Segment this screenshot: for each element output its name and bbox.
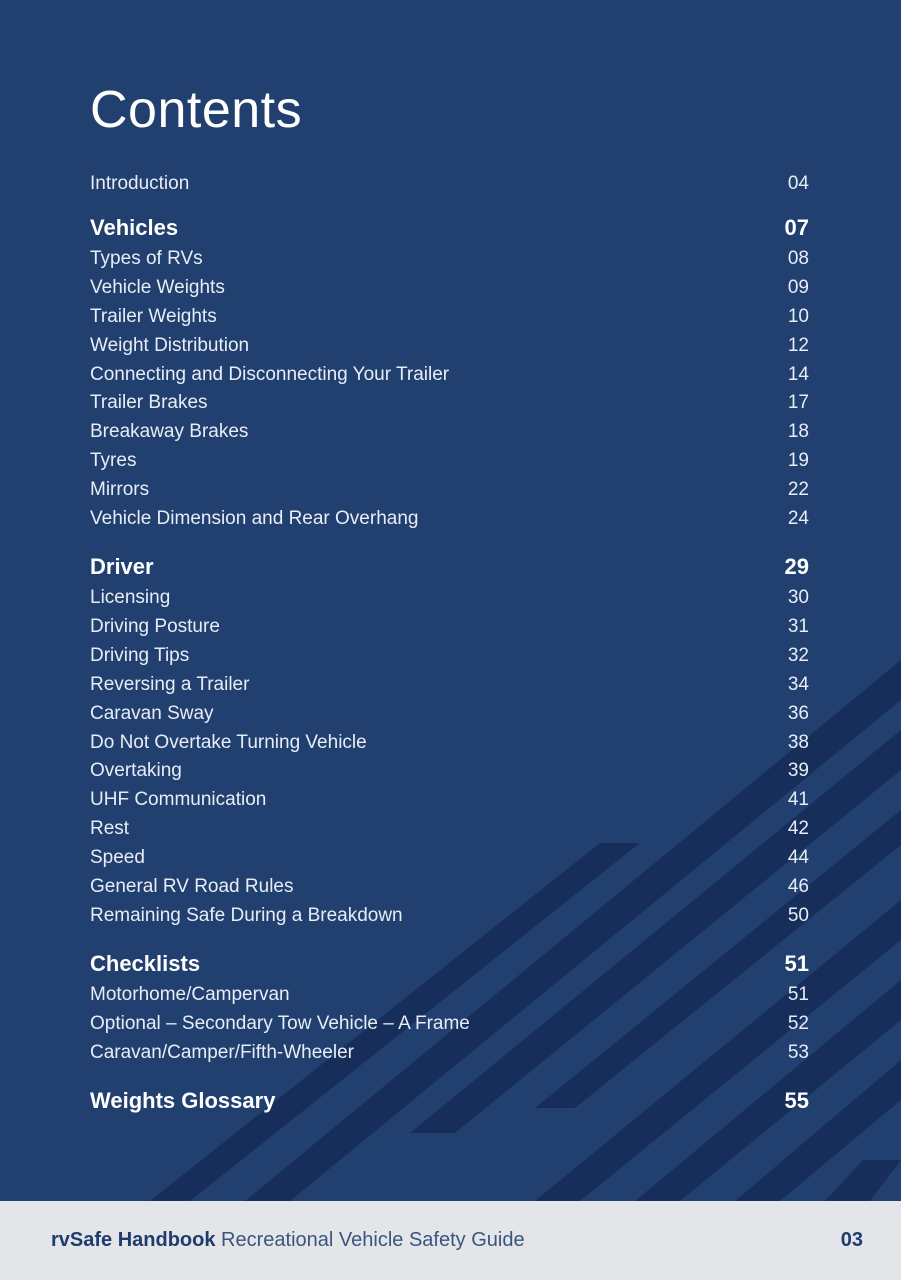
toc-entry[interactable] xyxy=(90,332,809,361)
toc-entry-label: Motorhome/Campervan xyxy=(90,983,290,1005)
toc-entry[interactable] xyxy=(90,844,809,873)
toc-page-number: 46 xyxy=(787,876,809,898)
toc-entry-label: Caravan/Camper/Fifth-Wheeler xyxy=(90,1041,354,1063)
toc-entry-label: General RV Road Rules xyxy=(90,876,294,898)
toc-entry-label: Overtaking xyxy=(90,760,182,782)
page-title: Contents xyxy=(90,81,303,139)
stripe xyxy=(825,1160,901,1201)
toc-entry-label: Driving Tips xyxy=(90,644,190,666)
toc-page-number: 39 xyxy=(787,760,809,782)
toc-entry-label: UHF Communication xyxy=(90,789,267,811)
toc-entry-label: Introduction xyxy=(90,173,190,194)
toc-entry[interactable] xyxy=(90,1010,809,1039)
toc-page-number: 51 xyxy=(787,983,809,1005)
toc-page-number: 41 xyxy=(787,789,809,811)
footer-subtitle: Recreational Vehicle Safety Guide xyxy=(221,1229,525,1251)
footer xyxy=(0,1201,901,1280)
toc-entry-label: Driving Posture xyxy=(90,615,220,637)
toc-page-number: 36 xyxy=(787,702,809,724)
toc-entry-label: Caravan Sway xyxy=(90,702,214,724)
toc-entry-label: Vehicle Dimension and Rear Overhang xyxy=(90,508,419,530)
footer-brand xyxy=(51,1229,525,1252)
toc-entry-label: Trailer Weights xyxy=(90,305,217,327)
toc-entry[interactable] xyxy=(90,245,809,274)
toc-entry[interactable] xyxy=(90,729,809,758)
toc-page-number: 38 xyxy=(787,731,809,753)
toc-page-number: 53 xyxy=(787,1041,809,1063)
table-of-contents xyxy=(90,170,809,1118)
toc-entry[interactable] xyxy=(90,613,809,642)
toc-entry-label: Remaining Safe During a Breakdown xyxy=(90,904,403,926)
toc-entry[interactable] xyxy=(90,274,809,303)
toc-page-number: 24 xyxy=(787,508,809,530)
footer-brand-name: rvSafe Handbook xyxy=(51,1229,216,1251)
toc-entry[interactable] xyxy=(90,1039,809,1068)
toc-page-number: 04 xyxy=(787,173,809,194)
toc-page-number: 07 xyxy=(784,214,809,240)
toc-page-number: 31 xyxy=(787,615,809,637)
toc-page-number: 51 xyxy=(784,950,809,976)
toc-entry[interactable] xyxy=(90,170,809,199)
toc-entry[interactable] xyxy=(90,361,809,390)
toc-page-number: 12 xyxy=(787,334,809,356)
toc-entry[interactable] xyxy=(90,700,809,729)
toc-entry-label: Trailer Brakes xyxy=(90,392,208,414)
toc-section-label: Weights Glossary xyxy=(90,1087,276,1113)
toc-page-number: 55 xyxy=(784,1087,809,1113)
toc-entry[interactable] xyxy=(90,642,809,671)
toc-page-number: 32 xyxy=(787,644,809,666)
toc-entry[interactable] xyxy=(90,476,809,505)
toc-entry[interactable] xyxy=(90,815,809,844)
toc-entry-label: Vehicle Weights xyxy=(90,276,225,298)
toc-page-number: 14 xyxy=(787,363,809,385)
toc-entry-label: Do Not Overtake Turning Vehicle xyxy=(90,731,367,753)
toc-entry-label: Mirrors xyxy=(90,479,150,501)
toc-entry[interactable] xyxy=(90,757,809,786)
toc-page-number: 18 xyxy=(787,421,809,443)
toc-entry-label: Optional – Secondary Tow Vehicle – A Frame xyxy=(90,1012,470,1034)
toc-entry-label: Licensing xyxy=(90,586,171,608)
toc-section-label: Checklists xyxy=(90,950,201,976)
toc-page-number: 10 xyxy=(787,305,809,327)
toc-page-number: 34 xyxy=(787,673,809,695)
toc-entry[interactable] xyxy=(90,505,809,534)
toc-page-number: 42 xyxy=(787,818,809,840)
toc-entry[interactable] xyxy=(90,584,809,613)
toc-page-number: 08 xyxy=(787,247,809,269)
toc-section-label: Driver xyxy=(90,553,154,579)
toc-entry[interactable] xyxy=(90,873,809,902)
toc-entry-label: Connecting and Disconnecting Your Trailer xyxy=(90,363,450,385)
toc-section[interactable] xyxy=(90,211,809,245)
toc-section-label: Vehicles xyxy=(90,214,179,240)
toc-entry-label: Breakaway Brakes xyxy=(90,421,249,443)
toc-page-number: 17 xyxy=(787,392,809,414)
toc-entry[interactable] xyxy=(90,303,809,332)
toc-page-number: 30 xyxy=(787,586,809,608)
toc-entry-label: Reversing a Trailer xyxy=(90,673,250,695)
toc-section[interactable] xyxy=(90,550,809,584)
toc-entry[interactable] xyxy=(90,418,809,447)
toc-section[interactable] xyxy=(90,947,809,981)
toc-entry[interactable] xyxy=(90,671,809,700)
toc-entry[interactable] xyxy=(90,389,809,418)
toc-entry[interactable] xyxy=(90,981,809,1010)
toc-entry-label: Speed xyxy=(90,847,145,869)
toc-page-number: 52 xyxy=(787,1012,809,1034)
toc-section[interactable] xyxy=(90,1084,809,1118)
toc-page-number: 19 xyxy=(787,450,809,472)
toc-page-number: 44 xyxy=(787,847,809,869)
toc-entry[interactable] xyxy=(90,902,809,931)
toc-page-number: 09 xyxy=(787,276,809,298)
toc-page-number: 29 xyxy=(784,553,809,579)
footer-page-number: 03 xyxy=(840,1229,863,1251)
toc-entry-label: Tyres xyxy=(90,450,137,472)
toc-entry-label: Rest xyxy=(90,818,130,840)
toc-page-number: 22 xyxy=(787,479,809,501)
toc-entry-label: Weight Distribution xyxy=(90,334,250,356)
toc-entry[interactable] xyxy=(90,786,809,815)
toc-entry-label: Types of RVs xyxy=(90,247,203,269)
toc-entry[interactable] xyxy=(90,447,809,476)
toc-page-number: 50 xyxy=(787,904,809,926)
